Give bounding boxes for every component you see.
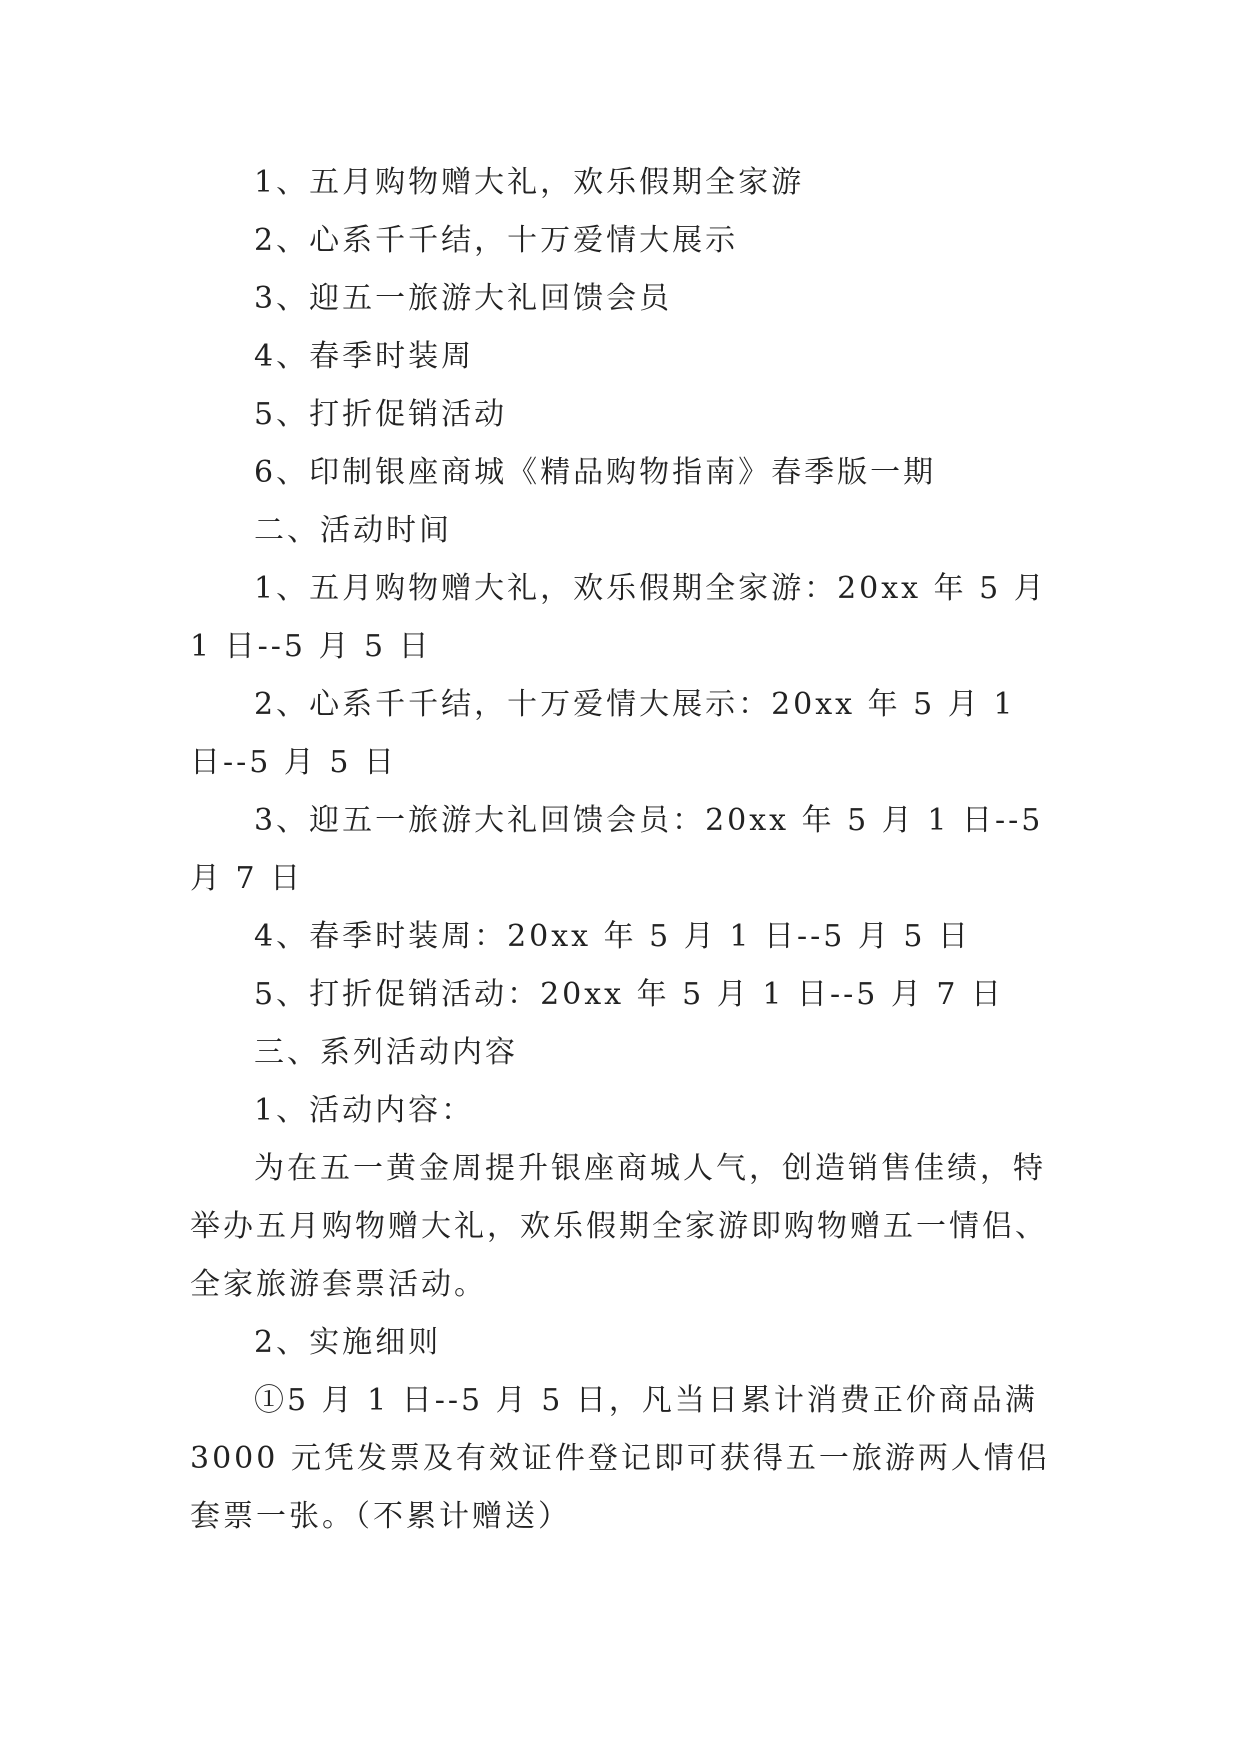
list-item-5: 5、打折促销活动 xyxy=(254,397,508,432)
list-item-1: 1、五月购物赠大礼，欢乐假期全家游 xyxy=(254,165,805,200)
subheading-content: 1、活动内容： xyxy=(254,1093,475,1128)
time-item-3: 3、迎五一旅游大礼回馈会员：20xx 年 5 月 1 日--5 月 7 日 xyxy=(190,803,1044,896)
subheading-rules: 2、实施细则 xyxy=(254,1325,442,1360)
section-heading-activity-time: 二、活动时间 xyxy=(254,513,452,548)
document-body xyxy=(190,154,1070,1546)
time-item-5: 5、打折促销活动：20xx 年 5 月 1 日--5 月 7 日 xyxy=(254,977,1005,1012)
section-heading-activity-content: 三、系列活动内容 xyxy=(254,1035,518,1070)
rule-item-1: ①5 月 1 日--5 月 5 日，凡当日累计消费正价商品满 3000 元凭发票及有效证件登记即可获得五一旅游两人情侣套票一张。（不累计赠送） xyxy=(190,1383,1050,1534)
time-item-2: 2、心系千千结，十万爱情大展示：20xx 年 5 月 1 日--5 月 5 日 xyxy=(190,687,1016,780)
content-paragraph: 为在五一黄金周提升银座商城人气，创造销售佳绩，特举办五月购物赠大礼，欢乐假期全家游即购物赠五一情侣、全家旅游套票活动。 xyxy=(190,1151,1048,1302)
time-item-1: 1、五月购物赠大礼，欢乐假期全家游：20xx 年 5 月 1 日--5 月 5 日 xyxy=(190,571,1047,664)
list-item-3: 3、迎五一旅游大礼回馈会员 xyxy=(254,281,673,316)
list-item-6: 6、印制银座商城《精品购物指南》春季版一期 xyxy=(254,455,937,490)
list-item-4: 4、春季时装周 xyxy=(254,339,475,374)
list-item-2: 2、心系千千结，十万爱情大展示 xyxy=(254,223,739,258)
time-item-4: 4、春季时装周：20xx 年 5 月 1 日--5 月 5 日 xyxy=(254,919,972,954)
